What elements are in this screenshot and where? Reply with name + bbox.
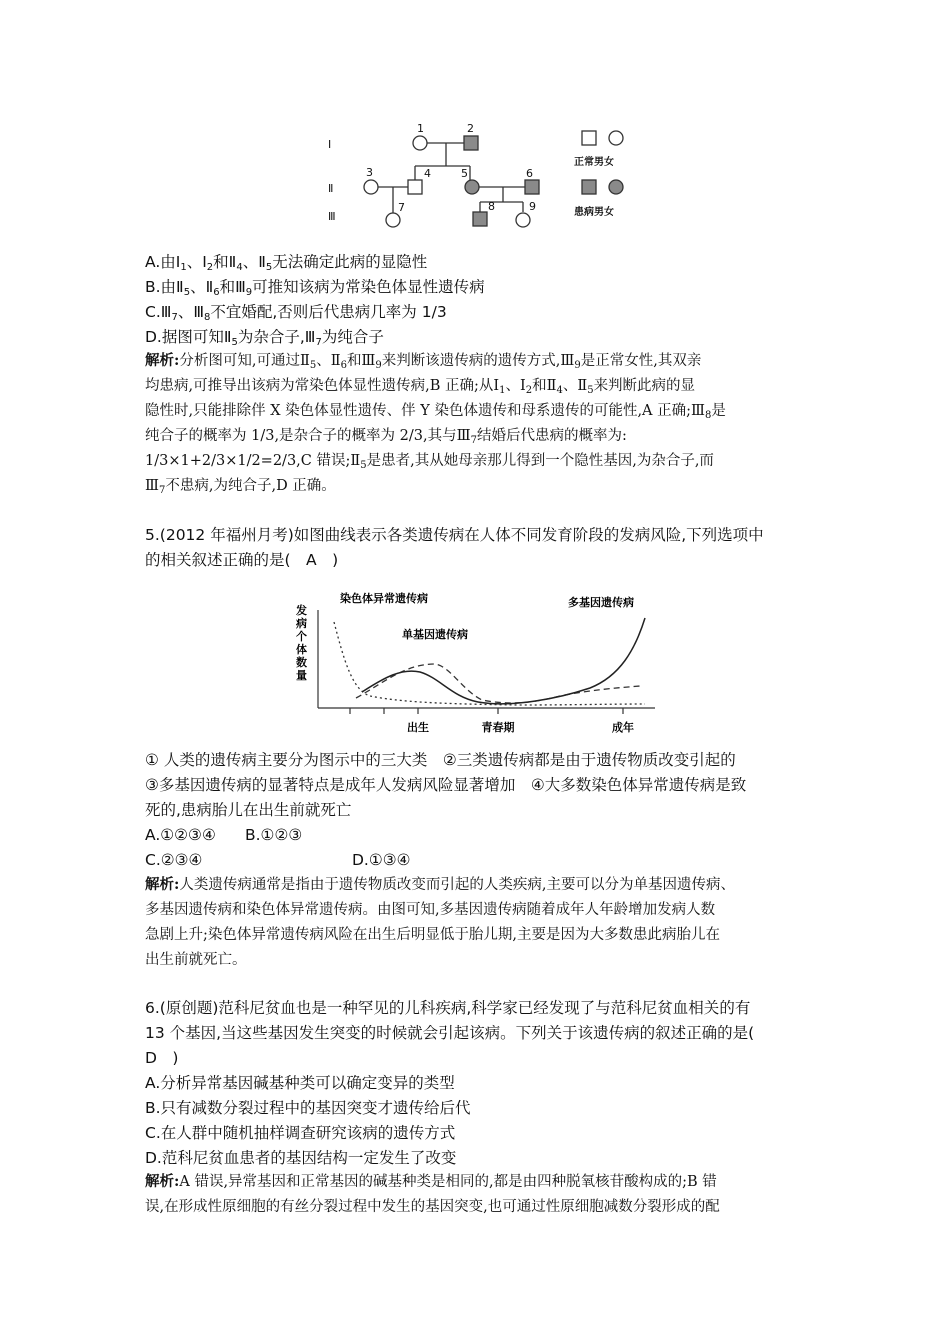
ind-number-2: 2: [467, 122, 474, 135]
q5-stem-line-1: 5.(2012 年福州月考)如图曲线表示各类遗传病在人体不同发育阶段的发病风险,下列选项中: [145, 526, 764, 544]
y-axis-label-char: 量: [296, 669, 307, 682]
ind-number-3: 3: [366, 166, 373, 179]
ind-number-5: 5: [461, 167, 468, 180]
q5-analysis-line-2: 多基因遗传病和染色体异常遗传病。由图可知,多基因遗传病随着成年人年龄增加发病人数: [145, 902, 716, 918]
q5-analysis-line-1: 解析:人类遗传病通常是指由于遗传物质改变而引起的人类疾病,主要可以分为单基因遗传病、: [145, 876, 735, 893]
q4-option-c: $C.Ⅲ_7$、$Ⅲ_8$不宜婚配,否则后代患病几率为 1/3: [145, 303, 447, 323]
q6-option-b: B.只有减数分裂过程中的基因突变才遗传给后代: [145, 1099, 471, 1117]
individual-ii5-affected-female: [465, 180, 479, 194]
pedigree-figure: [320, 118, 640, 230]
q5-analysis-line-4: 出生前就死亡。: [145, 952, 247, 968]
individual-i2-affected-male: [464, 136, 478, 150]
y-axis-label-char: 发: [296, 604, 307, 617]
q4-option-a: A.由$Ⅰ_1$、$Ⅰ_2$和$Ⅱ_4$、$Ⅱ_5$无法确定此病的显隐性: [145, 253, 428, 273]
q4-analysis-line-6: $Ⅲ_7$不患病,为纯合子,D 正确。: [145, 478, 336, 496]
q5-statement-line-2: ③多基因遗传病的显著特点是成年人发病风险显著增加 ④大多数染色体异常遗传病是致: [145, 776, 747, 794]
q5-option-a: A.①②③④: [145, 826, 216, 844]
q5-stem-line-2: 的相关叙述正确的是( A ): [145, 551, 339, 569]
q6-stem-line-2: 13 个基因,当这些基因发生突变的时候就会引起该病。下列关于该遗传病的叙述正确的是(: [145, 1024, 755, 1042]
ind-number-9: 9: [529, 200, 536, 213]
ind-number-4: 4: [424, 167, 431, 180]
y-axis-label-char: 体: [296, 643, 307, 656]
gen-label-iii: Ⅲ: [328, 210, 336, 223]
gen-label-ii: Ⅱ: [328, 182, 334, 195]
q4-analysis-line-5: 1/3×1+2/3×1/2=2/3,C 错误$;Ⅱ_5$是患者,其从她母亲那儿得到一个隐性基因,为杂合子,而: [145, 453, 714, 471]
individual-iii8-affected-male: [473, 212, 487, 226]
q6-stem-line-1: 6.(原创题)范科尼贫血也是一种罕见的儿科疾病,科学家已经发现了与范科尼贫血相关的有: [145, 999, 751, 1017]
q6-option-d: D.范科尼贫血患者的基因结构一定发生了改变: [145, 1149, 457, 1167]
legend-normal-female-symbol: [609, 131, 623, 145]
legend-normal-male-symbol: [582, 131, 596, 145]
y-axis-label-char: 个: [296, 630, 307, 643]
q5-option-d: D.①③④: [352, 851, 411, 869]
series-label-chromosomal: 染色体异常遗传病: [340, 592, 428, 605]
q5-option-b: B.①②③: [245, 826, 303, 844]
individual-i1-normal-female: [413, 136, 427, 150]
series-single-gene-curve: [356, 664, 640, 703]
legend-affected-female-symbol: [609, 180, 623, 194]
q6-analysis-line-1: 解析:A 错误,异常基因和正常基因的碱基种类是相同的,都是由四种脱氧核苷酸构成的;B 错: [145, 1173, 717, 1190]
q6-stem-line-3: D ): [145, 1049, 179, 1067]
q5-statement-line-3: 死的,患病胎儿在出生前就死亡: [145, 801, 352, 819]
ind-number-7: 7: [398, 201, 405, 214]
individual-iii7-normal-female: [386, 213, 400, 227]
q5-option-c: C.②③④: [145, 851, 203, 869]
q6-analysis-line-2: 误,在形成性原细胞的有丝分裂过程中发生的基因突变,也可通过性原细胞减数分裂形成的配: [145, 1199, 720, 1215]
q4-analysis-line-2: 均患病,可推导出该病为常染色体显性遗传病,B 正确;从$Ⅰ_1$、$Ⅰ_2$和$Ⅱ_4$、$Ⅱ_5$来判断此病的显: [145, 378, 696, 396]
individual-ii4-normal-male: [408, 180, 422, 194]
q6-option-a: A.分析异常基因碱基种类可以确定变异的类型: [145, 1074, 455, 1092]
q6-option-c: C.在人群中随机抽样调查研究该病的遗传方式: [145, 1124, 456, 1142]
individual-ii3-normal-female: [364, 180, 378, 194]
q4-analysis-line-1: 解析:分析图可知,可通过$Ⅱ_5$、$Ⅱ_6$和$Ⅲ_9$来判断该遗传病的遗传方式$,Ⅲ_9$是正常女性,其双亲: [145, 352, 702, 371]
q4-option-b: B.由$Ⅱ_5$、$Ⅱ_6$和$Ⅲ_9$可推知该病为常染色体显性遗传病: [145, 278, 485, 298]
x-tick-label-puberty: 青春期: [481, 721, 515, 734]
q4-analysis-line-3: 隐性时,只能排除伴 X 染色体显性遗传、伴 Y 染色体遗传和母系遗传的可能性,A 正确$;Ⅲ_8$是: [145, 403, 726, 421]
x-tick-label-adult: 成年: [612, 721, 634, 734]
disease-risk-chart: [290, 580, 660, 740]
y-axis-label-char: 病: [296, 617, 307, 630]
gen-label-i: Ⅰ: [328, 138, 332, 151]
x-tick-label-birth: 出生: [407, 721, 429, 734]
q4-option-d: D.据图可知$Ⅱ_5$为杂合子$,Ⅲ_7$为纯合子: [145, 328, 384, 348]
series-chromosomal-curve: [334, 622, 645, 705]
legend-normal-label: 正常男女: [574, 157, 614, 168]
series-label-single-gene: 单基因遗传病: [402, 628, 468, 641]
legend-affected-label: 患病男女: [574, 207, 614, 218]
ind-number-1: 1: [417, 122, 424, 135]
q4-analysis-line-4: 纯合子的概率为 1/3,是杂合子的概率为 2/3,其与$Ⅲ_7$结婚后代患病的概率为:: [145, 428, 627, 446]
individual-iii9-normal-female: [516, 213, 530, 227]
y-axis-label-char: 数: [296, 656, 307, 669]
ind-number-6: 6: [526, 167, 533, 180]
q5-analysis-line-3: 急剧上升;染色体异常遗传病风险在出生后明显低于胎儿期,主要是因为大多数患此病胎儿在: [145, 927, 720, 943]
individual-ii6-affected-male: [525, 180, 539, 194]
q5-statement-line-1: ① 人类的遗传病主要分为图示中的三大类 ②三类遗传病都是由于遗传物质改变引起的: [145, 751, 736, 769]
ind-number-8: 8: [488, 200, 495, 213]
legend-affected-male-symbol: [582, 180, 596, 194]
series-label-multigene: 多基因遗传病: [568, 596, 634, 609]
